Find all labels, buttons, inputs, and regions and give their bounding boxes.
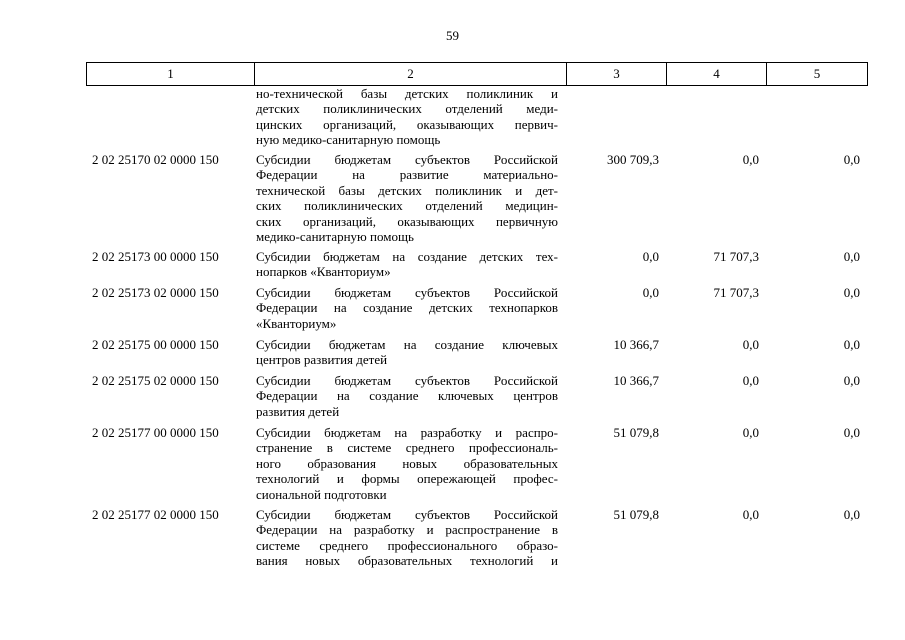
text-line: Субсидии бюджетам субъектов Российской [256, 152, 558, 167]
value-col-4: 71 707,3 [713, 285, 759, 300]
value-col-3: 51 079,8 [613, 425, 659, 440]
budget-code: 2 02 25175 02 0000 150 [92, 373, 219, 388]
text-line: вания новых образовательных технологий и [256, 553, 558, 569]
text-line: сиональной подготовки [256, 486, 387, 502]
value-col-5: 0,0 [843, 152, 860, 167]
text-line: Субсидии бюджетам субъектов Российской [256, 373, 558, 388]
value-col-3: 10 366,7 [613, 337, 659, 352]
text-line: Субсидии бюджетам субъектов Российской [256, 285, 558, 300]
text-line: Субсидии бюджетам на разработку и распро- [256, 425, 558, 440]
row-description [256, 425, 558, 502]
text-line: ного образования новых образовательных [256, 455, 558, 471]
row-description [256, 373, 558, 419]
text-line: Субсидии бюджетам на создание ключевых [256, 337, 558, 352]
column-header-1: 1 [87, 63, 255, 86]
row-description [256, 249, 558, 280]
value-col-5: 0,0 [843, 507, 860, 522]
value-col-3: 10 366,7 [613, 373, 659, 388]
column-header-3: 3 [567, 63, 667, 86]
value-col-4: 71 707,3 [713, 249, 759, 264]
value-col-3: 51 079,8 [613, 507, 659, 522]
text-line: технологий и формы опережающей профес- [256, 471, 558, 487]
table-header [86, 62, 868, 86]
text-line: ских поликлинических отделений медицин- [256, 198, 558, 214]
continuation-text [256, 86, 558, 148]
text-line: детских поликлинических отделений меди- [256, 101, 558, 117]
text-line: Субсидии бюджетам субъектов Российской [256, 507, 558, 522]
text-line: Федерации на разработку и распространение в [256, 522, 558, 538]
budget-code: 2 02 25173 02 0000 150 [92, 285, 219, 300]
row-description [256, 337, 558, 368]
page-number: 59 [446, 28, 459, 43]
text-line: но-технической базы детских поликлиник и [256, 86, 558, 101]
value-col-4: 0,0 [742, 337, 759, 352]
row-description [256, 507, 558, 569]
row-description [256, 285, 558, 331]
budget-code: 2 02 25177 02 0000 150 [92, 507, 219, 522]
text-line: Федерации на создание ключевых центров [256, 388, 558, 404]
text-line: Федерации на создание детских технопарков [256, 300, 558, 316]
value-col-5: 0,0 [843, 285, 860, 300]
text-line: Федерации на развитие материально- [256, 167, 558, 183]
value-col-4: 0,0 [742, 373, 759, 388]
budget-code: 2 02 25175 00 0000 150 [92, 337, 219, 352]
text-line: ную медико-санитарную помощь [256, 132, 441, 148]
value-col-4: 0,0 [742, 152, 759, 167]
column-header-4: 4 [667, 63, 767, 86]
budget-code: 2 02 25177 00 0000 150 [92, 425, 219, 440]
budget-code: 2 02 25170 02 0000 150 [92, 152, 219, 167]
text-line: нопарков «Кванториум» [256, 264, 391, 280]
value-col-4: 0,0 [742, 507, 759, 522]
text-line: цинских организаций, оказывающих первич- [256, 116, 558, 132]
value-col-3: 0,0 [642, 249, 659, 264]
text-line: медико-санитарную помощь [256, 229, 414, 245]
row-description [256, 152, 558, 244]
column-header-5: 5 [767, 63, 868, 86]
budget-code: 2 02 25173 00 0000 150 [92, 249, 219, 264]
value-col-4: 0,0 [742, 425, 759, 440]
text-line: «Кванториум» [256, 315, 337, 331]
text-line: центров развития детей [256, 352, 388, 368]
value-col-5: 0,0 [843, 249, 860, 264]
text-line: Субсидии бюджетам на создание детских тех- [256, 249, 558, 264]
value-col-3: 300 709,3 [607, 152, 659, 167]
text-line: ских организаций, оказывающих первичную [256, 213, 558, 229]
text-line: технической базы детских поликлиник и дет- [256, 182, 558, 198]
text-line: развития детей [256, 403, 340, 419]
text-line: странение в системе среднего профессиональ- [256, 440, 558, 456]
value-col-5: 0,0 [843, 373, 860, 388]
value-col-5: 0,0 [843, 425, 860, 440]
column-header-2: 2 [255, 63, 567, 86]
value-col-3: 0,0 [642, 285, 659, 300]
text-line: системе среднего профессионального образо- [256, 537, 558, 553]
value-col-5: 0,0 [843, 337, 860, 352]
